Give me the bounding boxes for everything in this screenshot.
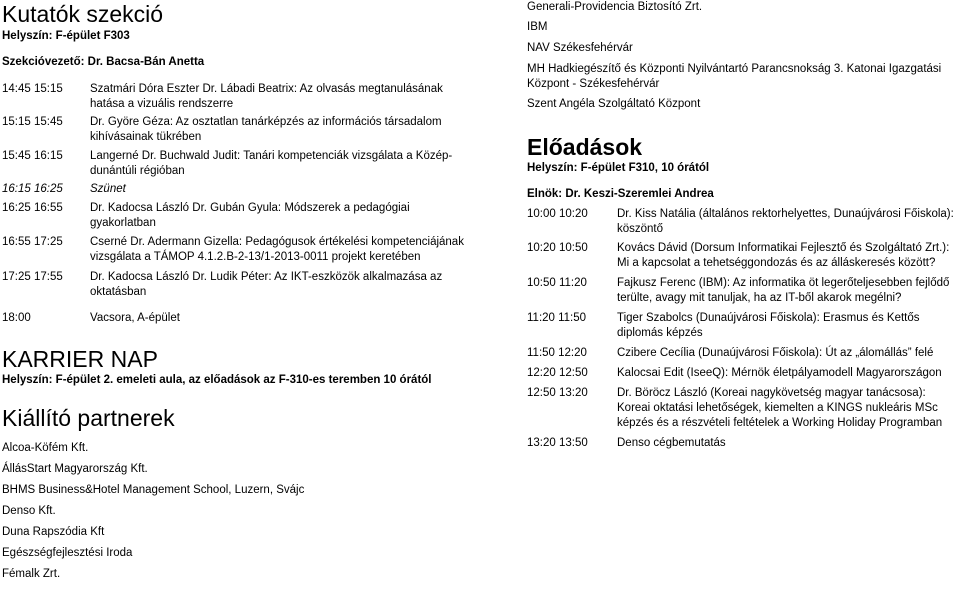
schedule-row [527,207,957,237]
schedule-row [2,235,472,265]
schedule-row [527,346,957,361]
schedule-time: 13:20 13:50 [527,437,588,449]
schedule-row [527,436,957,451]
schedule-row [2,149,472,179]
schedule-row-break [2,182,472,197]
schedule-desc: Vacsora, A-épület [90,312,180,324]
schedule-desc: Tiger Szabolcs (Dunaújvárosi Főiskola): Erasmus és Kettős diplomás képzés [617,312,920,339]
exhibitor-item: Denso Kft. [2,505,56,517]
schedule-desc: Kalocsai Edit (IseeQ): Mérnök életpályamodell Magyarországon [617,367,942,379]
left-column [2,0,472,582]
schedule-desc: Szünet [90,183,126,195]
exhibitor-item: MH Hadkiegészítő és Központi Nyilvántartó Parancsnokság 3. Katonai Igazgatási Központ - Székesfehérvár [527,63,942,90]
schedule-desc: Denso cégbemutatás [617,437,726,449]
schedule-time: 16:55 17:25 [2,236,63,248]
schedule-desc: Dr. Böröcz László (Koreai nagykövetség magyar tanácsosa): Koreai oktatási lehetőségek, kiemelten a KINGS nukleáris MSc képzés és a részvételi feltételek a Working Holiday Programban [617,387,943,429]
section-title-eloadasok: Előadások [527,134,643,160]
schedule-time: 11:20 11:50 [527,312,587,324]
exhibitor-item: ÁllásStart Magyarország Kft. [2,463,148,475]
chair-kutatok: Szekcióvezető: Dr. Bacsa-Bán Anetta [2,56,205,68]
schedule-desc: Czibere Cecília (Dunaújvárosi Főiskola): Út az „álomállás” felé [617,347,934,359]
schedule-desc: Fajkusz Ferenc (IBM): Az informatika öt legerőteljesebben fejlődő terülte, avagy mit tanuljak, ha az IT-ből akarok megélni? [617,277,950,304]
exhibitor-item: IBM [527,21,548,33]
exhibitor-item: Alcoa-Köfém Kft. [2,442,89,454]
schedule-time: 12:20 12:50 [527,367,588,379]
schedule-time: 18:00 [2,312,31,324]
schedule-time: 11:50 12:20 [527,347,587,359]
schedule-row [527,311,957,341]
location-karrier: Helyszín: F-épület 2. emeleti aula, az előadások az F-310-es teremben 10 órától [2,374,432,386]
exhibitor-item: Duna Rapszódia Kft [2,526,105,538]
schedule-desc: Cserné Dr. Adermann Gizella: Pedagógusok értékelési kompetenciájának vizsgálata a TÁMOP 4.1.2.B-2-13/1-2013-0011 projekt keretében [90,236,464,263]
schedule-time: 10:20 10:50 [527,242,588,254]
schedule-time: 12:50 13:20 [527,387,588,399]
schedule-time: 15:45 16:15 [2,150,63,162]
exhibitor-item: Fémalk Zrt. [2,568,61,580]
exhibitor-item: NAV Székesfehérvár [527,42,633,54]
schedule-desc: Dr. Györe Géza: Az osztatlan tanárképzés az információs társadalom kihívásainak tükrében [90,116,442,143]
location-eloadasok: Helyszín: F-épület F310, 10 órától [527,162,710,174]
schedule-desc: Dr. Kadocsa László Dr. Ludik Péter: Az IKT-eszközök alkalmazása az oktatásban [90,271,443,298]
schedule-row [2,82,472,112]
exhibitor-item: BHMS Business&Hotel Management School, Luzern, Svájc [2,484,305,496]
schedule-desc: Kovács Dávid (Dorsum Informatikai Fejlesztő és Szolgáltató Zrt.): Mi a kapcsolat a tehetséggondozás és az álláskeresés között? [617,242,950,269]
schedule-desc: Dr. Kiss Natália (általános rektorhelyettes, Dunaújvárosi Főiskola): köszöntő [617,208,954,235]
schedule-desc: Langerné Dr. Buchwald Judit: Tanári kompetenciák vizsgálata a Közép-dunántúli régióban [90,150,453,177]
section-title-kiallito: Kiállító partnerek [2,405,175,431]
schedule-time: 16:25 16:55 [2,202,63,214]
schedule-row [527,276,957,306]
schedule-time: 17:25 17:55 [2,271,63,283]
schedule-row [2,201,472,231]
schedule-time: 10:50 11:20 [527,277,587,289]
schedule-row [527,241,957,271]
schedule-row [527,386,957,431]
schedule-time: 10:00 10:20 [527,208,588,220]
chair-eloadasok: Elnök: Dr. Keszi-Szeremlei Andrea [527,188,714,200]
schedule-row [2,115,472,145]
schedule-time: 15:15 15:45 [2,116,63,128]
schedule-desc: Dr. Kadocsa László Dr. Gubán Gyula: Módszerek a pedagógiai gyakorlatban [90,202,410,229]
schedule-time: 14:45 15:15 [2,83,63,95]
exhibitor-item: Generali-Providencia Biztosító Zrt. [527,1,703,13]
schedule-row [2,270,472,300]
location-kutatok: Helyszín: F-épület F303 [2,30,130,42]
exhibitor-item: Szent Angéla Szolgáltató Központ [527,98,701,110]
section-title-kutatok: Kutatók szekció [2,1,164,27]
right-column [527,0,957,451]
schedule-row [527,366,957,381]
schedule-time: 16:15 16:25 [2,183,63,195]
schedule-row [2,311,472,326]
schedule-desc: Szatmári Dóra Eszter Dr. Lábadi Beatrix: Az olvasás megtanulásának hatása a vizuális rendszerre [90,83,443,110]
section-title-karrier: KARRIER NAP [2,346,158,372]
exhibitor-item: Egészségfejlesztési Iroda [2,547,133,559]
